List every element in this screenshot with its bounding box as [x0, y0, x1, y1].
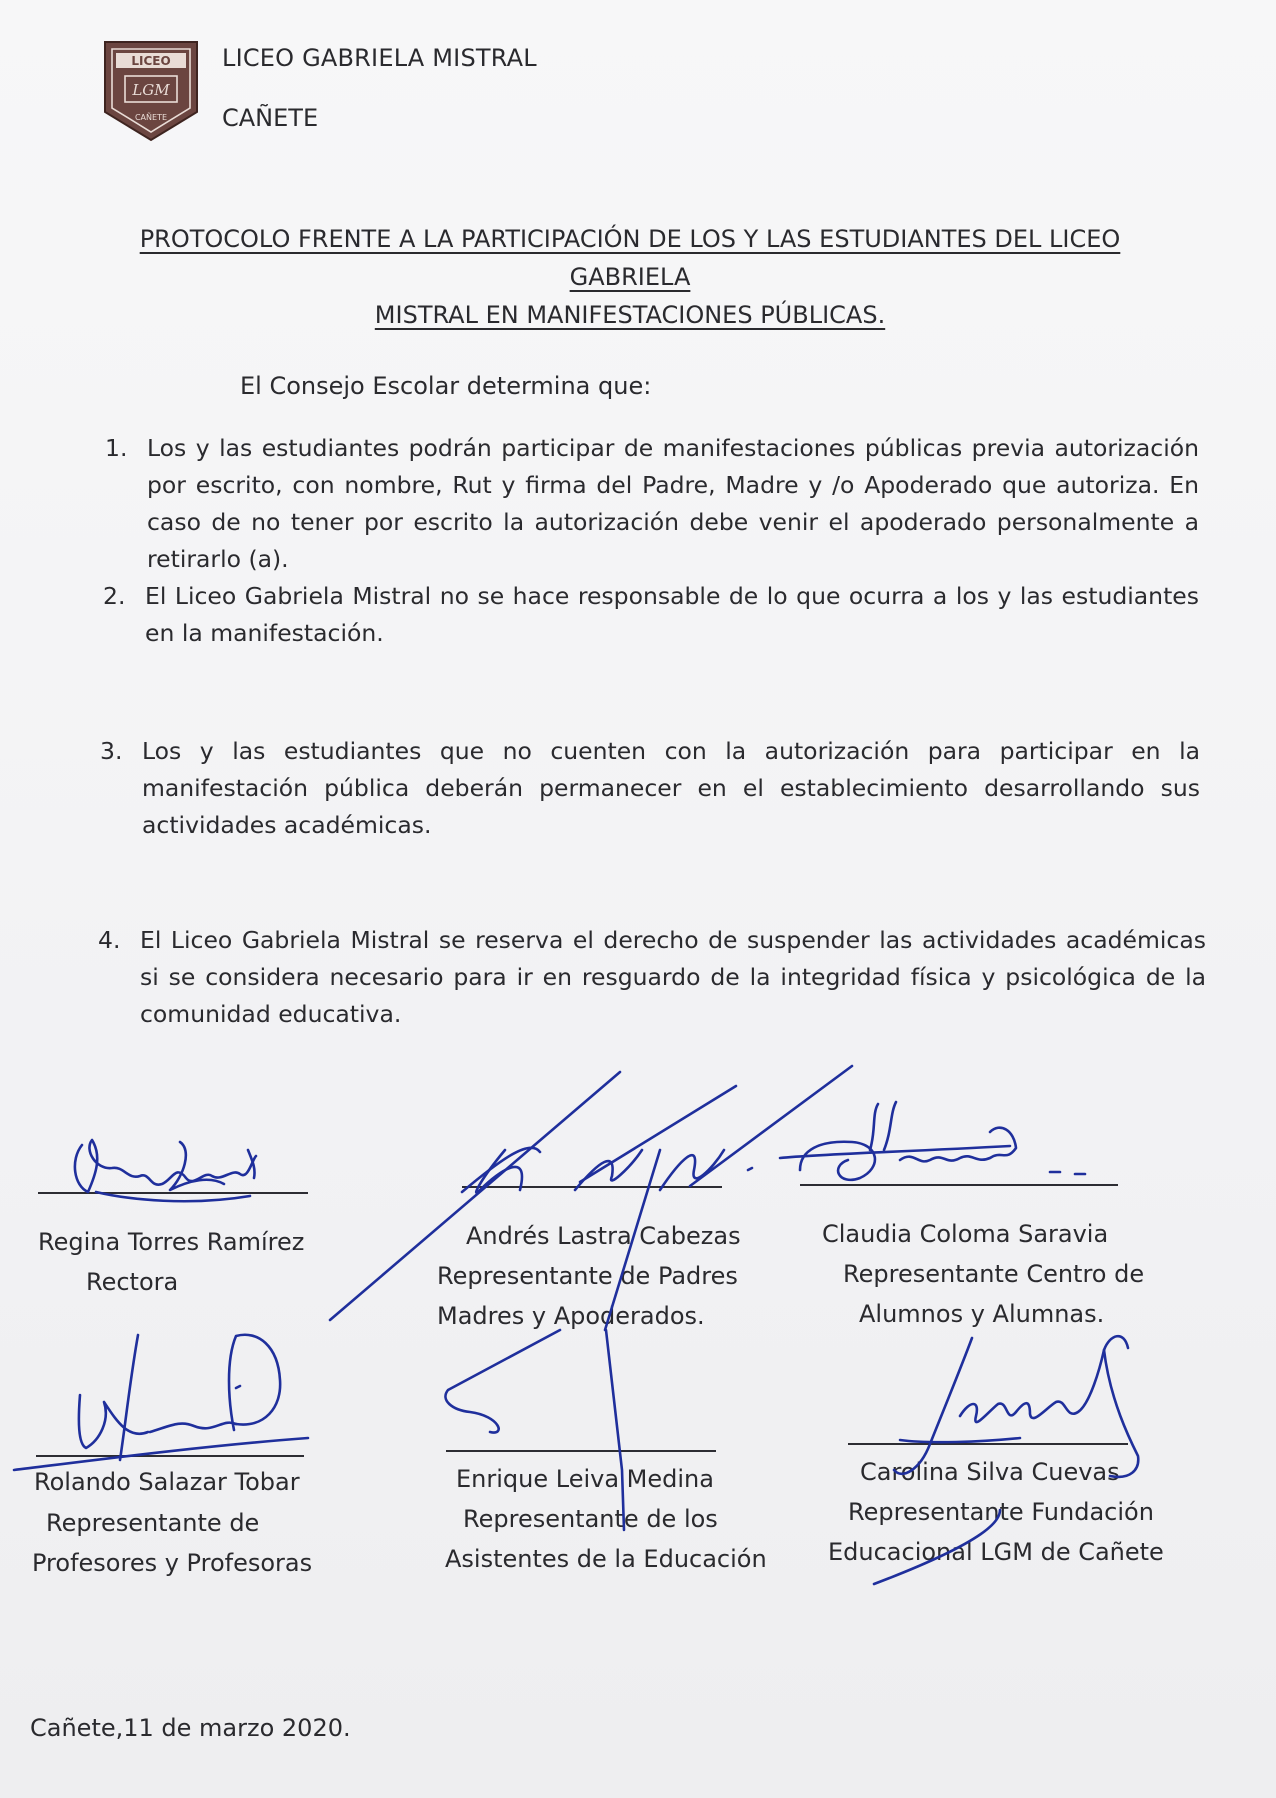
- signature-line: [446, 1450, 716, 1452]
- title-line-1: PROTOCOLO FRENTE A LA PARTICIPACIÓN DE LOS Y LAS ESTUDIANTES DEL LICEO GABRIELA: [139, 225, 1121, 291]
- signature-line: [36, 1455, 304, 1457]
- signatory-role: Representante de: [46, 1509, 260, 1537]
- document-title: [80, 220, 1180, 334]
- signature-line: [848, 1443, 1128, 1445]
- logo-bottom-text: CAÑETE: [134, 113, 168, 122]
- list-item-number: 1.: [105, 434, 128, 462]
- document-date: Cañete,11 de marzo 2020.: [30, 1714, 351, 1742]
- school-city: CAÑETE: [222, 104, 319, 132]
- list-item-text: El Liceo Gabriela Mistral se reserva el derecho de suspender las actividades académicas si se considera necesario para ir en resguardo de la integridad física y psicológica de la comunidad educativa.: [140, 926, 1206, 1028]
- list-item-number: 2.: [103, 582, 126, 610]
- signature-line: [462, 1186, 722, 1188]
- list-item-text: Los y las estudiantes podrán participar de manifestaciones públicas previa autorización por escrito, con nombre, Rut y firma del Padre, Madre y /o Apoderado que autoriza. En caso de no tener por escrito la autorización debe venir el apoderado personalmente a retirarlo (a).: [147, 434, 1199, 573]
- signatory-role: Educacional LGM de Cañete: [828, 1538, 1164, 1566]
- signatory-role: Representante de Padres: [437, 1262, 738, 1290]
- signatory-role: Representante Fundación: [848, 1498, 1154, 1526]
- signatory-role: Rectora: [86, 1268, 179, 1296]
- signatory-name: Claudia Coloma Saravia: [822, 1220, 1109, 1248]
- list-item-text: Los y las estudiantes que no cuenten con la autorización para participar en la manifestación pública deberán permanecer en el establecimiento desarrollando sus actividades académicas.: [142, 737, 1200, 839]
- signatory-name: Enrique Leiva Medina: [456, 1465, 714, 1493]
- signature-rolando: [14, 1335, 308, 1470]
- list-item: [103, 578, 1199, 652]
- list-item: [98, 922, 1206, 1033]
- signatory-role: Representante de los: [463, 1505, 718, 1533]
- signatory-name: Carolina Silva Cuevas: [860, 1458, 1120, 1486]
- intro-text: El Consejo Escolar determina que:: [240, 372, 652, 400]
- signatory-name: Regina Torres Ramírez: [38, 1228, 305, 1256]
- list-item-number: 3.: [100, 737, 123, 765]
- list-item: [105, 430, 1199, 578]
- logo-monogram: LGM: [132, 81, 170, 99]
- signatory-name: Rolando Salazar Tobar: [34, 1468, 300, 1496]
- signature-line: [800, 1184, 1118, 1186]
- school-logo: [103, 40, 199, 142]
- title-line-2: MISTRAL EN MANIFESTACIONES PÚBLICAS.: [374, 301, 886, 329]
- list-item-number: 4.: [98, 926, 121, 954]
- signatory-name: Andrés Lastra Cabezas: [466, 1222, 741, 1250]
- list-item: [100, 733, 1200, 844]
- signatory-role: Madres y Apoderados.: [437, 1302, 705, 1330]
- signatory-role: Alumnos y Alumnas.: [859, 1300, 1105, 1328]
- signature-line: [38, 1192, 308, 1194]
- signatory-role: Asistentes de la Educación: [445, 1545, 767, 1573]
- logo-top-text: LICEO: [131, 54, 171, 68]
- list-item-text: El Liceo Gabriela Mistral no se hace responsable de lo que ocurra a los y las estudiantes en la manifestación.: [145, 582, 1199, 647]
- signature-claudia: [780, 1102, 1085, 1180]
- signatory-role: Profesores y Profesoras: [32, 1549, 313, 1577]
- school-name: LICEO GABRIELA MISTRAL: [222, 44, 537, 72]
- signatory-role: Representante Centro de: [843, 1260, 1145, 1288]
